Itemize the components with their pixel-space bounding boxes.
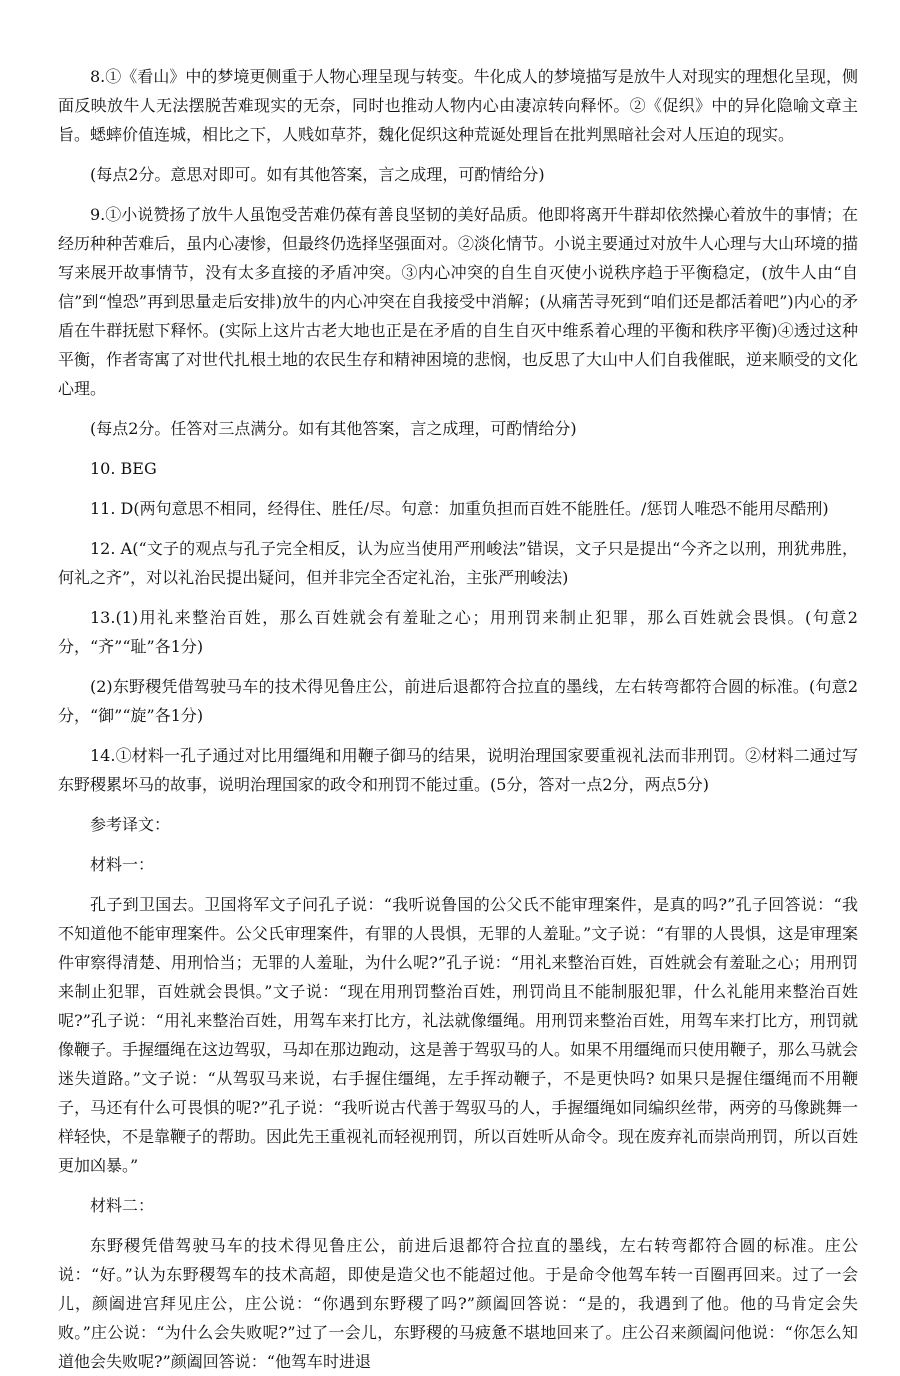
translation-heading: 参考译文： [90, 815, 171, 834]
scoring-note-9: (每点2分。任答对三点满分。如有其他答案，言之成理，可酌情给分) [90, 419, 577, 438]
answer-13-2: (2)东野稷凭借驾驶马车的技术得见鲁庄公，前进后退都符合拉直的墨线，左右转弯都符合圆的标准。(句意2分，“御”“旋”各1分) [58, 677, 858, 725]
answer-12: 12. A(“文子的观点与孔子完全相反，认为应当使用严刑峻法”错误，文子只是提出“今齐之以刑，刑犹弗胜，何礼之齐”，对以礼治民提出疑问，但并非完全否定礼治，主张严刑峻法) [58, 539, 858, 587]
material-one-heading: 材料一： [90, 855, 155, 874]
answer-10: 10. BEG [90, 459, 157, 478]
answer-document [58, 62, 858, 1376]
answer-14: 14.①材料一孔子通过对比用缰绳和用鞭子御马的结果，说明治理国家要重视礼法而非刑罚。②材料二通过写东野稷累坏马的故事，说明治理国家的政令和刑罚不能过重。(5分，答对一点2分，两点5分) [58, 746, 858, 794]
answer-13-1: 13.(1)用礼来整治百姓，那么百姓就会有羞耻之心；用刑罚来制止犯罪，那么百姓就会畏惧。(句意2分，“齐”“耻”各1分) [58, 608, 858, 656]
material-two-heading: 材料二： [90, 1196, 155, 1215]
answer-8: 8.①《看山》中的梦境更侧重于人物心理呈现与转变。牛化成人的梦境描写是放牛人对现实的理想化呈现，侧面反映放牛人无法摆脱苦难现实的无奈，同时也推动人物内心由凄凉转向释怀。②《促织》中的异化隐喻文章主旨。蟋蟀价值连城，相比之下，人贱如草芥，魏化促织这种荒诞处理旨在批判黑暗社会对人压迫的现实。 [58, 67, 858, 144]
answer-9: 9.①小说赞扬了放牛人虽饱受苦难仍葆有善良坚韧的美好品质。他即将离开牛群却依然操心着放牛的事情；在经历种种苦难后，虽内心凄惨，但最终仍选择坚强面对。②淡化情节。小说主要通过对放牛人心理与大山环境的描写来展开故事情节，没有太多直接的矛盾冲突。③内心冲突的自生自灭使小说秩序趋于平衡稳定，(放牛人由“自信”到“惶恐”再到思量走后安排)放牛的内心冲突在自我接受中消解；(从痛苦寻死到“咱们还是都活着吧”)内心的矛盾在牛群抚慰下释怀。(实际上这片古老大地也正是在矛盾的自生自灭中维系着心理的平衡和秩序平衡)④透过这种平衡，作者寄寓了对世代扎根土地的农民生存和精神困境的悲悯，也反思了大山中人们自我催眠，逆来顺受的文化心理。 [58, 205, 859, 398]
material-two-translation: 东野稷凭借驾驶马车的技术得见鲁庄公，前进后退都符合拉直的墨线，左右转弯都符合圆的标准。庄公说：“好。”认为东野稷驾车的技术高超，即使是造父也不能超过他。于是命令他驾车转一百圈再回来。过了一会儿，颜阖进宫拜见庄公，庄公说：“你遇到东野稷了吗?”颜阖回答说：“是的，我遇到了他。他的马肯定会失败。”庄公说：“为什么会失败呢?”过了一会儿，东野稷的马疲惫不堪地回来了。庄公召来颜阖问他说：“你怎么知道他会失败呢?”颜阖回答说：“他驾车时进退 [58, 1236, 858, 1371]
scoring-note-8: (每点2分。意思对即可。如有其他答案，言之成理，可酌情给分) [90, 165, 545, 184]
material-one-translation: 孔子到卫国去。卫国将军文子问孔子说：“我听说鲁国的公父氏不能审理案件，是真的吗?”孔子回答说：“我不知道他不能审理案件。公父氏审理案件，有罪的人畏惧，无罪的人羞耻。”文子说：“有罪的人畏惧，这是审理案件审察得清楚、用刑恰当；无罪的人羞耻，为什么呢?”孔子说：“用礼来整治百姓，百姓就会有羞耻之心；用刑罚来制止犯罪，百姓就会畏惧。”文子说：“现在用刑罚整治百姓，刑罚尚且不能制服犯罪，什么礼能用来整治百姓呢?”孔子说：“用礼来整治百姓，用驾车来打比方，礼法就像缰绳。用刑罚来整治百姓，用驾车来打比方，刑罚就像鞭子。手握缰绳在这边驾驭，马却在那边跑动，这是善于驾驭马的人。如果不用缰绳而只使用鞭子，那么马就会迷失道路。”文子说：“从驾驭马来说，右手握住缰绳，左手挥动鞭子，不是更快吗? 如果只是握住缰绳而不用鞭子，马还有什么可畏惧的呢?”孔子说：“我听说古代善于驾驭马的人，手握缰绳如同编织丝带，两旁的马像跳舞一样轻快，不是靠鞭子的帮助。因此先王重视礼而轻视刑罚，所以百姓听从命令。现在废弃礼而崇尚刑罚，所以百姓更加凶暴。” [58, 895, 859, 1175]
answer-11: 11. D(两句意思不相同，经得住、胜任/尽。句意：加重负担而百姓不能胜任。/惩罚人唯恐不能用尽酷刑) [90, 499, 829, 518]
